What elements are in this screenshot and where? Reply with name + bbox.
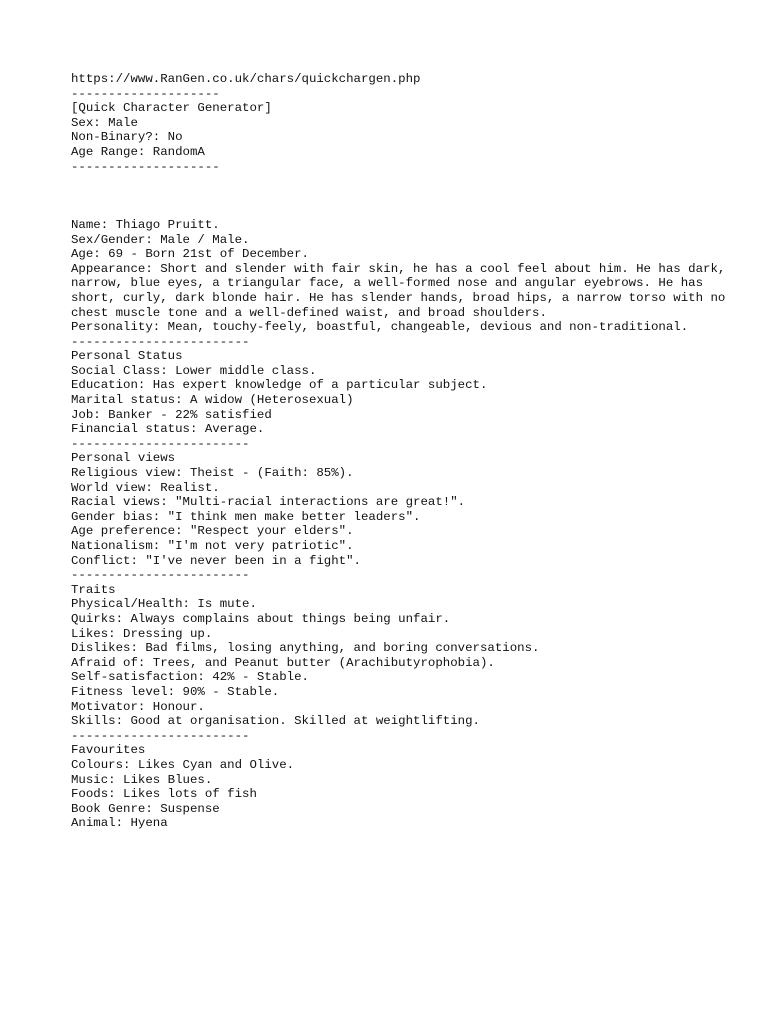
section-divider: ------------------------	[71, 568, 250, 583]
section-heading-favourites: Favourites	[71, 743, 146, 758]
setting-age-range: Age Range: RandomA	[71, 144, 205, 159]
favourite-book-genre: Book Genre: Suspense	[71, 801, 220, 816]
world-view: World view: Realist.	[71, 480, 220, 495]
character-personality: Personality: Mean, touchy-feely, boastful, changeable, devious and non-traditional.	[71, 320, 689, 335]
age-preference: Age preference: "Respect your elders".	[71, 524, 354, 539]
character-age: Age: 69 - Born 21st of December.	[71, 247, 309, 262]
social-class: Social Class: Lower middle class.	[71, 363, 317, 378]
gender-bias: Gender bias: "I think men make better leaders".	[71, 509, 421, 524]
character-name: Name: Thiago Pruitt.	[71, 217, 220, 232]
section-heading-traits: Traits	[71, 582, 116, 597]
section-divider: ------------------------	[71, 334, 250, 349]
spacer	[71, 174, 751, 189]
spacer	[71, 189, 751, 204]
afraid-of: Afraid of: Trees, and Peanut butter (Arachibutyrophobia).	[71, 655, 495, 670]
nationalism: Nationalism: "I'm not very patriotic".	[71, 539, 354, 553]
character-sex-gender: Sex/Gender: Male / Male.	[71, 232, 250, 247]
physical-health: Physical/Health: Is mute.	[71, 597, 257, 612]
divider: --------------------	[71, 86, 220, 101]
likes: Likes: Dressing up.	[71, 626, 213, 641]
self-satisfaction: Self-satisfaction: 42% - Stable.	[71, 670, 309, 685]
section-divider: ------------------------	[71, 728, 250, 743]
education: Education: Has expert knowledge of a particular subject.	[71, 378, 488, 393]
section-divider: ------------------------	[71, 436, 250, 451]
favourite-colours: Colours: Likes Cyan and Olive.	[71, 757, 295, 772]
section-heading-personal-views: Personal views	[71, 451, 176, 466]
dislikes: Dislikes: Bad films, losing anything, and boring conversations.	[71, 641, 540, 656]
racial-views: Racial views: "Multi-racial interactions are great!".	[71, 495, 466, 510]
skills: Skills: Good at organisation. Skilled at weightlifting.	[71, 714, 480, 729]
marital-status: Marital status: A widow (Heterosexual)	[71, 393, 354, 408]
job: Job: Banker - 22% satisfied	[71, 407, 272, 422]
conflict: Conflict: "I've never been in a fight".	[71, 553, 361, 568]
spacer	[71, 203, 751, 218]
setting-sex: Sex: Male	[71, 115, 138, 130]
document-page	[71, 72, 751, 831]
fitness-level: Fitness level: 90% - Stable.	[71, 684, 280, 699]
quirks: Quirks: Always complains about things being unfair.	[71, 611, 451, 626]
motivator: Motivator: Honour.	[71, 699, 205, 714]
religious-view: Religious view: Theist - (Faith: 85%).	[71, 466, 354, 481]
favourite-animal: Animal: Hyena	[71, 816, 168, 831]
character-appearance: Appearance: Short and slender with fair skin, he has a cool feel about him. He has dark, narrow, blue eyes, a triangular face, a well-formed nose and angular eyebrows. He has short, curly, dark blonde hair. He has slender hands, broad hips, a narrow torso with no chest muscle tone and a well-defined waist, and broad shoulders.	[71, 261, 733, 320]
favourite-music: Music: Likes Blues.	[71, 772, 213, 787]
favourite-foods: Foods: Likes lots of fish	[71, 787, 257, 802]
financial-status: Financial status: Average.	[71, 422, 265, 437]
generator-title: [Quick Character Generator]	[71, 101, 272, 116]
divider: --------------------	[71, 159, 220, 174]
setting-non-binary: Non-Binary?: No	[71, 130, 183, 145]
source-url: https://www.RanGen.co.uk/chars/quickchargen.php	[71, 72, 421, 86]
section-heading-personal-status: Personal Status	[71, 349, 183, 364]
